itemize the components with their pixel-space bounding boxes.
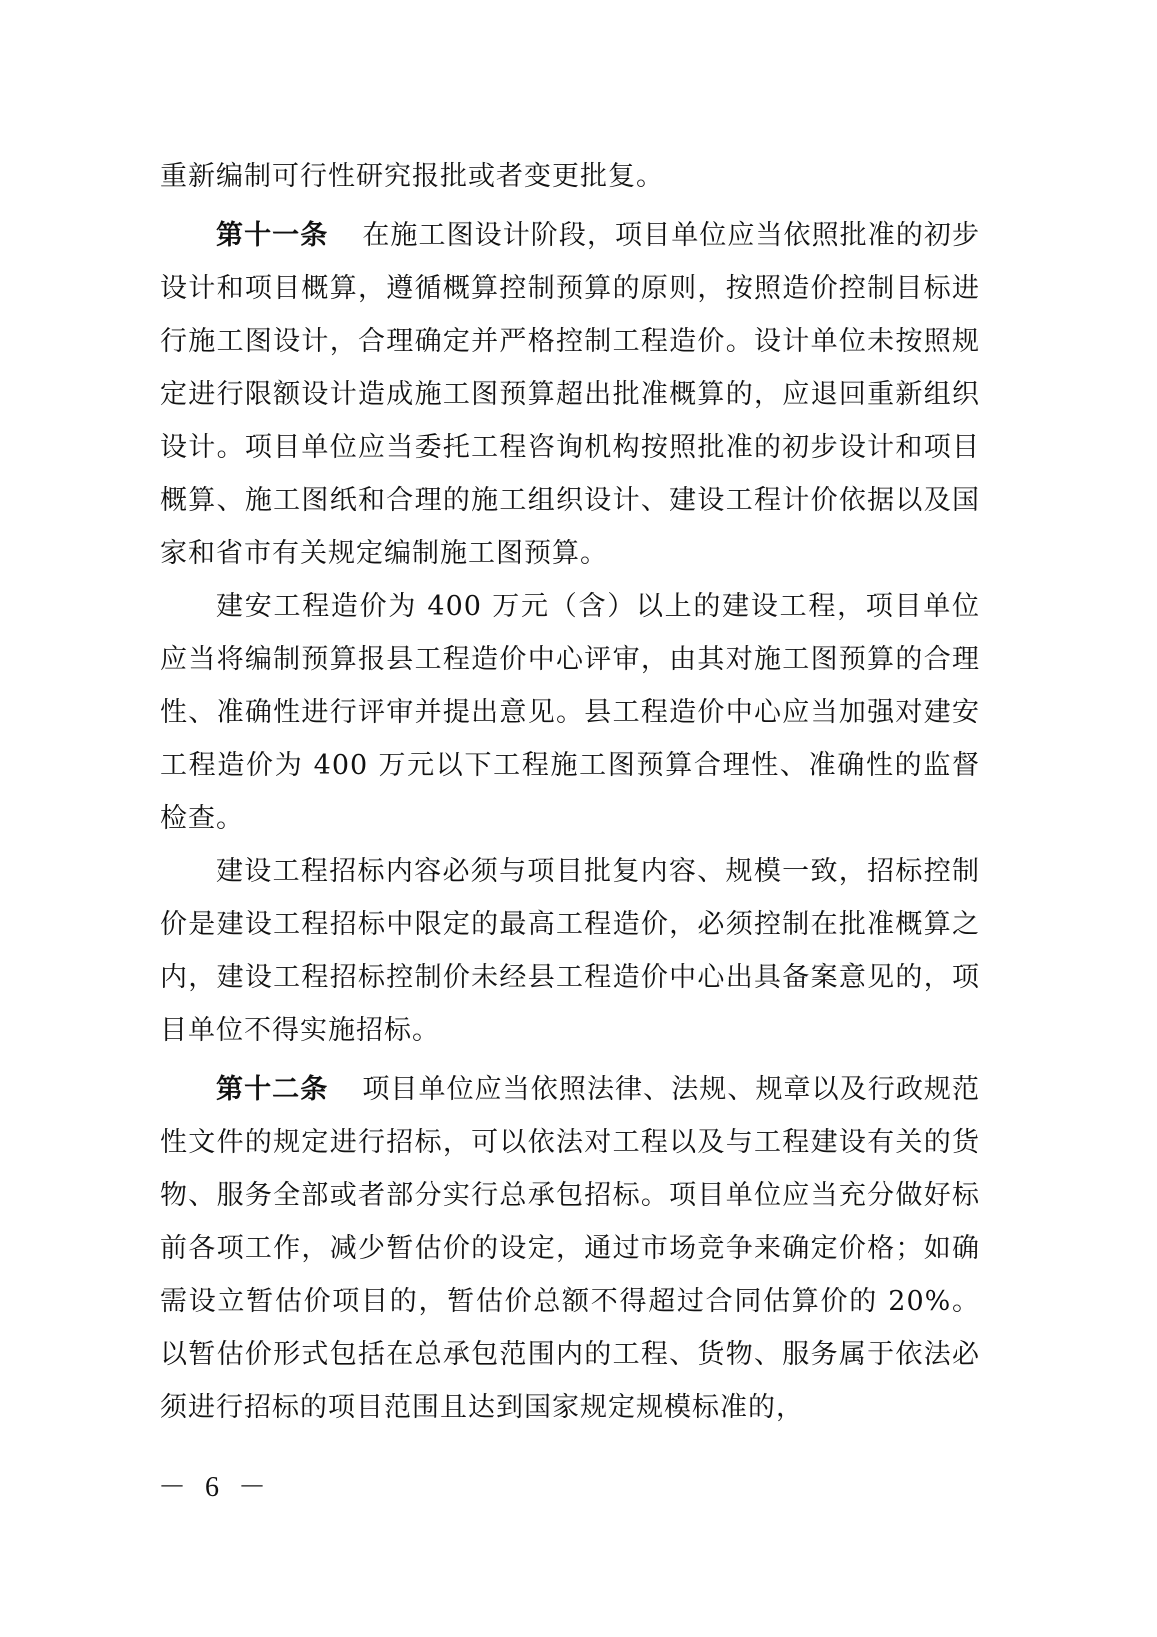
article-11-paragraph: [160, 209, 980, 580]
article-12-body: 项目单位应当依照法律、法规、规章以及行政规范性文件的规定进行招标，可以依法对工程以及与工程建设有关的货物、服务全部或者部分实行总承包招标。项目单位应当充分做好标前各项工作，减少暂估价的设定，通过市场竞争来确定价格；如确需设立暂估价项目的，暂估价总额不得超过合同估算价的 20%。以暂估价形式包括在总承包范围内的工程、货物、服务属于依法必须进行招标的项目范围且达到国家规定规模标准的，: [160, 1074, 981, 1423]
article-11-body: 在施工图设计阶段，项目单位应当依照批准的初步设计和项目概算，遵循概算控制预算的原则，按照造价控制目标进行施工图设计，合理确定并严格控制工程造价。设计单位未按照规定进行限额设计造成施工图预算超出批准概算的，应退回重新组织设计。项目单位应当委托工程咨询机构按照批准的初步设计和项目概算、施工图纸和合理的施工组织设计、建设工程计价依据以及国家和省市有关规定编制施工图预算。: [160, 220, 981, 569]
article-12-paragraph: [160, 1063, 980, 1434]
article-11-number: 第十一条: [216, 220, 329, 251]
article-11-paragraph-3: 建设工程招标内容必须与项目批复内容、规模一致，招标控制价是建设工程招标中限定的最高工程造价，必须控制在批准概算之内，建设工程招标控制价未经县工程造价中心出具备案意见的，项目单位不得实施招标。: [160, 856, 980, 1046]
document-body: [160, 150, 980, 1434]
continuation-paragraph: 重新编制可行性研究报批或者变更批复。: [160, 161, 664, 192]
article-11-paragraph-2: 建安工程造价为 400 万元（含）以上的建设工程，项目单位应当将编制预算报县工程造价中心评审，由其对施工图预算的合理性、准确性进行评审并提出意见。县工程造价中心应当加强对建安工程造价为 400 万元以下工程施工图预算合理性、准确性的监督检查。: [160, 591, 980, 834]
page-number: － 6 －: [158, 1472, 273, 1503]
article-12-number: 第十二条: [216, 1074, 329, 1105]
